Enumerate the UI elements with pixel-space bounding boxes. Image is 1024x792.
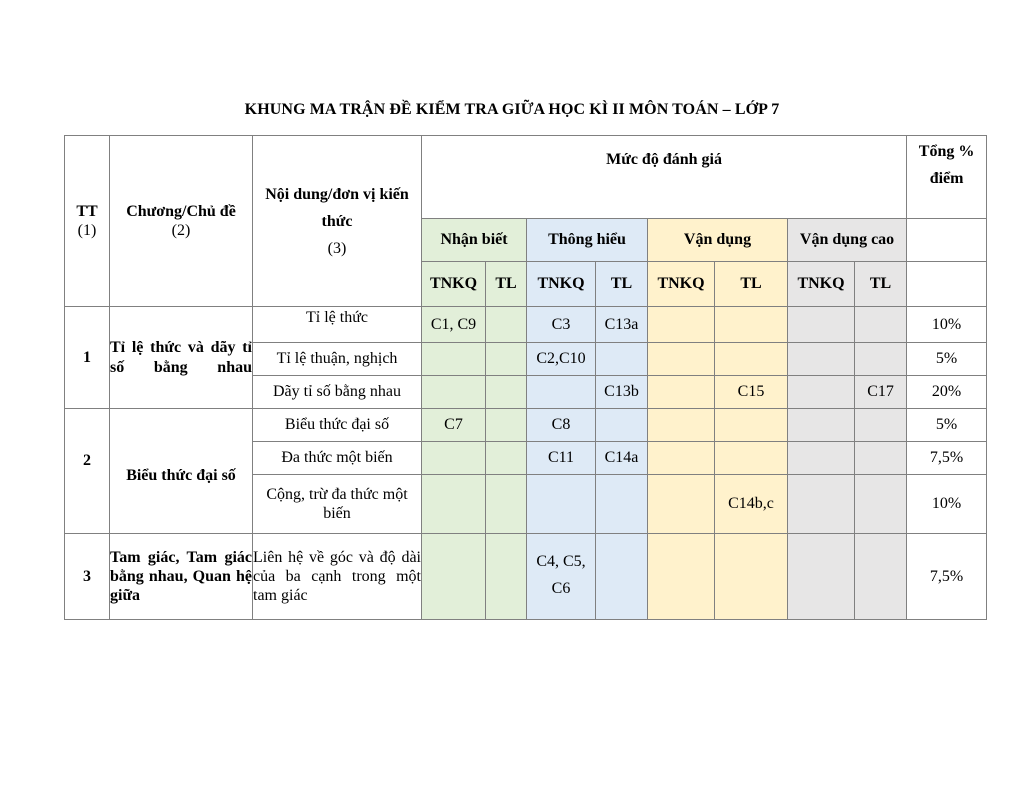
matrix-cell: C14a [596, 442, 648, 475]
matrix-cell [422, 534, 486, 620]
header-tt-label: TT [76, 202, 98, 220]
header-chapter [110, 136, 253, 307]
level-application: Vận dụng [648, 219, 788, 262]
unit-cell: Biểu thức đại số [253, 409, 422, 442]
table-row [65, 307, 987, 343]
matrix-cell [527, 475, 596, 534]
matrix-cell [648, 534, 715, 620]
matrix-cell [788, 442, 855, 475]
matrix-cell: C4, C5, C6 [527, 534, 596, 620]
row-index: 3 [65, 534, 110, 620]
header-content-num: (3) [327, 239, 347, 257]
percent-cell: 5% [907, 409, 987, 442]
header-tt-num: (1) [77, 222, 97, 239]
level-understanding: Thông hiểu [527, 219, 648, 262]
percent-cell: 7,5% [907, 442, 987, 475]
matrix-cell [486, 307, 527, 343]
matrix-cell [648, 409, 715, 442]
chapter-cell: Tam giác, Tam giác bằng nhau, Quan hệ giữa [110, 534, 253, 620]
matrix-cell: C2,C10 [527, 343, 596, 376]
header-level: Mức độ đánh giá [422, 136, 907, 219]
matrix-cell [596, 343, 648, 376]
matrix-cell [422, 442, 486, 475]
matrix-cell [596, 534, 648, 620]
header-content-label: Nội dung/đơn vị kiến thức [265, 185, 409, 230]
level-high-application: Vận dụng cao [788, 219, 907, 262]
matrix-cell: C13b [596, 376, 648, 409]
matrix-cell [715, 534, 788, 620]
percent-cell: 20% [907, 376, 987, 409]
matrix-cell [715, 307, 788, 343]
matrix-cell [788, 409, 855, 442]
matrix-cell [648, 475, 715, 534]
header-tt [65, 136, 110, 307]
matrix-cell: C11 [527, 442, 596, 475]
header-total: Tổng % điểm [907, 136, 987, 219]
matrix-cell [596, 475, 648, 534]
level-recognition: Nhận biết [422, 219, 527, 262]
header-chapter-label: Chương/Chủ đề [126, 202, 236, 220]
matrix-cell [715, 343, 788, 376]
matrix-cell [855, 343, 907, 376]
matrix-cell [486, 409, 527, 442]
page-title: KHUNG MA TRẬN ĐỀ KIỂM TRA GIỮA HỌC KÌ II MÔN TOÁN – LỚP 7 [244, 101, 780, 118]
percent-cell: 7,5% [907, 534, 987, 620]
matrix-cell [486, 376, 527, 409]
matrix-cell [486, 475, 527, 534]
table-row [65, 534, 987, 620]
matrix-cell [855, 307, 907, 343]
matrix-cell: C17 [855, 376, 907, 409]
matrix-cell [715, 442, 788, 475]
unit-cell: Liên hệ về góc và độ dài của ba cạnh trong một tam giác [253, 534, 422, 620]
header-content [253, 136, 422, 307]
matrix-cell [788, 534, 855, 620]
sub-header-cell: TNKQ [422, 262, 486, 307]
header-empty-cell [907, 262, 987, 307]
matrix-cell [648, 343, 715, 376]
sub-header-cell: TL [855, 262, 907, 307]
matrix-cell [855, 534, 907, 620]
sub-header-cell: TNKQ [788, 262, 855, 307]
percent-cell: 10% [907, 307, 987, 343]
matrix-cell [596, 409, 648, 442]
unit-cell: Đa thức một biến [253, 442, 422, 475]
percent-cell: 10% [907, 475, 987, 534]
matrix-cell [788, 376, 855, 409]
matrix-cell [648, 376, 715, 409]
matrix-cell [788, 307, 855, 343]
matrix-cell [486, 343, 527, 376]
sub-header-cell: TL [715, 262, 788, 307]
matrix-cell [715, 409, 788, 442]
matrix-cell [855, 409, 907, 442]
matrix-cell [788, 343, 855, 376]
unit-cell: Tỉ lệ thuận, nghịch [253, 343, 422, 376]
sub-header-cell: TL [596, 262, 648, 307]
matrix-cell [648, 442, 715, 475]
row-index: 1 [65, 307, 110, 409]
matrix-cell: C8 [527, 409, 596, 442]
unit-cell: Dãy tỉ số bằng nhau [253, 376, 422, 409]
matrix-cell: C7 [422, 409, 486, 442]
sub-header-cell: TL [486, 262, 527, 307]
assessment-matrix-table [64, 135, 987, 620]
matrix-cell [422, 475, 486, 534]
matrix-cell: C14b,c [715, 475, 788, 534]
unit-cell: Cộng, trừ đa thức một biến [253, 475, 422, 534]
percent-cell: 5% [907, 343, 987, 376]
matrix-cell [855, 442, 907, 475]
row-index: 2 [65, 409, 110, 534]
matrix-cell [648, 307, 715, 343]
matrix-cell [422, 376, 486, 409]
unit-cell: Tỉ lệ thức [253, 307, 422, 343]
matrix-cell [527, 376, 596, 409]
matrix-cell [855, 475, 907, 534]
matrix-cell: C1, C9 [422, 307, 486, 343]
sub-header-cell: TNKQ [648, 262, 715, 307]
matrix-cell: C13a [596, 307, 648, 343]
header-empty-cell [907, 219, 987, 262]
matrix-cell [788, 475, 855, 534]
sub-header-cell: TNKQ [527, 262, 596, 307]
matrix-cell [486, 534, 527, 620]
table-row [65, 409, 987, 442]
chapter-cell: Tỉ lệ thức và dãy tỉ số bằng nhau [110, 307, 253, 409]
matrix-cell [422, 343, 486, 376]
header-chapter-num: (2) [171, 222, 191, 239]
matrix-cell: C15 [715, 376, 788, 409]
matrix-cell: C3 [527, 307, 596, 343]
chapter-cell: Biểu thức đại số [110, 409, 253, 534]
matrix-cell [486, 442, 527, 475]
